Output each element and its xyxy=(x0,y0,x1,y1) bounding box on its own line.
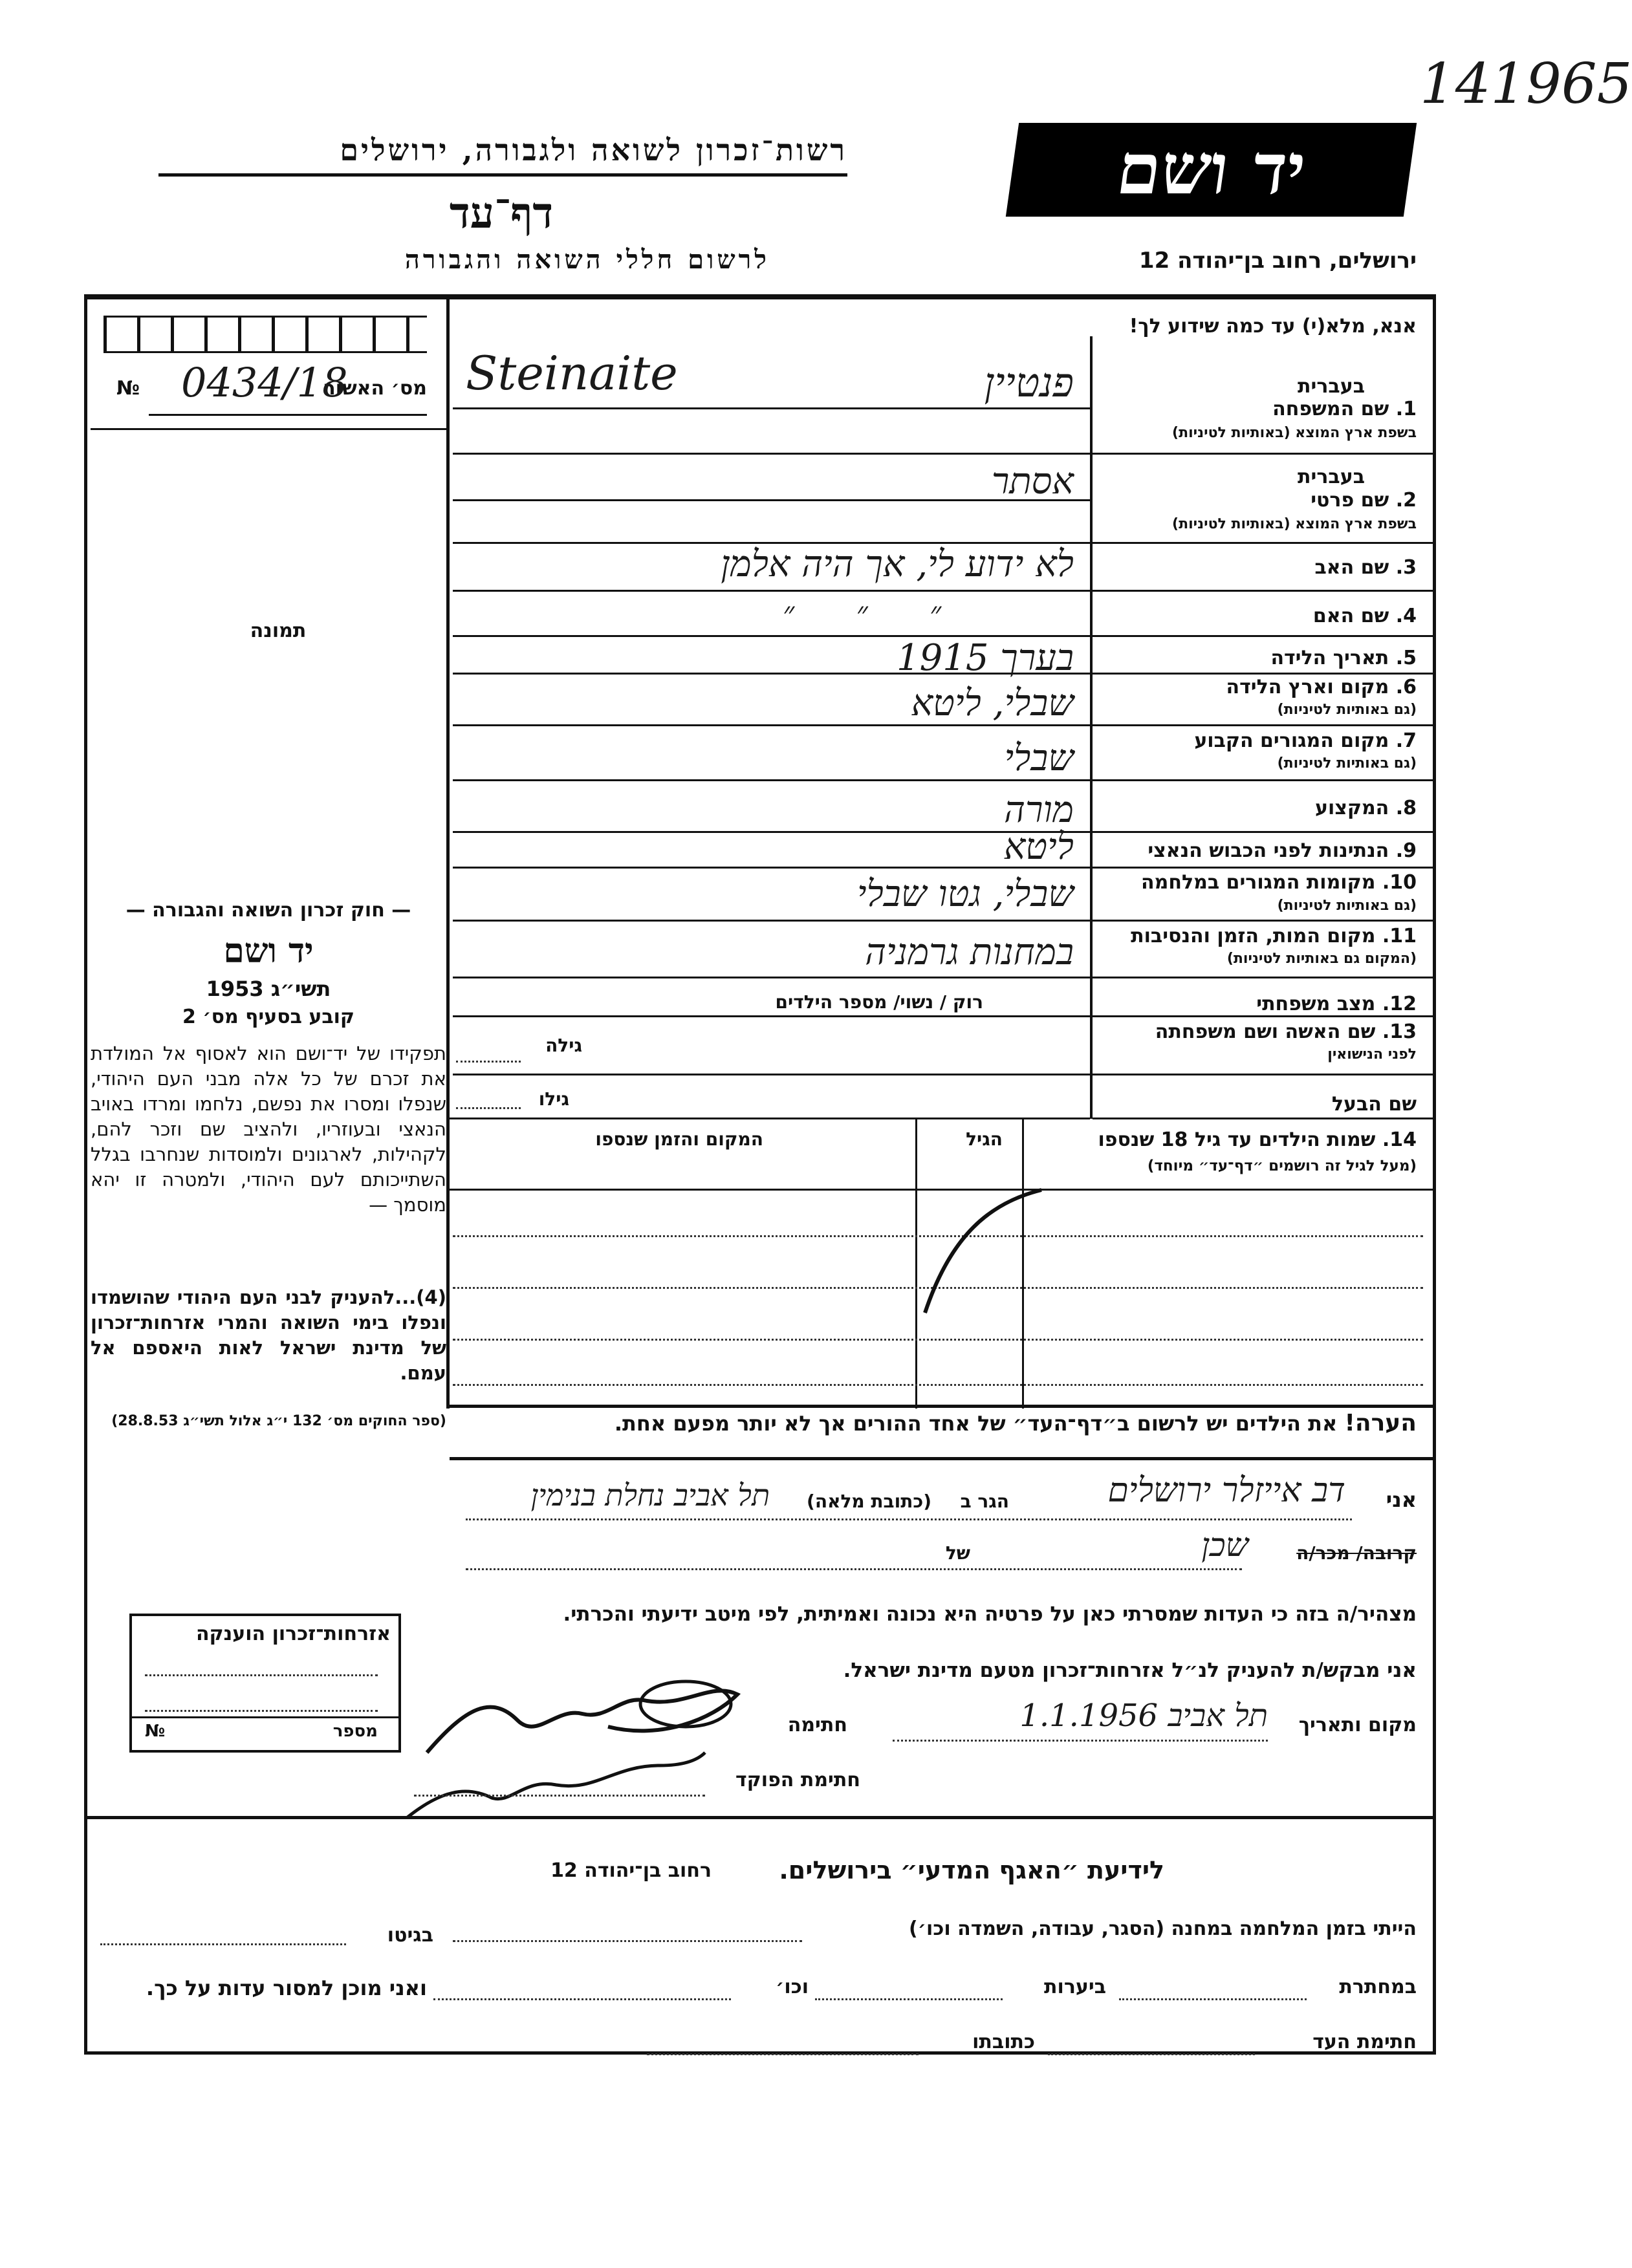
field-7-label: 7. מקום המגורים הקבוע xyxy=(1194,729,1417,752)
law-title: — חוק זכרון השואה והגבורה — xyxy=(125,899,411,922)
row-line xyxy=(1093,867,1433,869)
footer-forests-line[interactable] xyxy=(815,1998,1003,2000)
field-13-sub: לפני הנישואין xyxy=(1327,1046,1417,1063)
row-line xyxy=(1093,724,1433,726)
footer-ghetto: בגיטו xyxy=(387,1924,433,1947)
note-text: את הילדים יש לרשום ב״דף־העד״ של אחד ההורים אך לא יותר מפעם אחת. xyxy=(614,1411,1338,1436)
org-underline xyxy=(158,173,847,177)
note-label: הערה! xyxy=(1344,1410,1417,1436)
field-8-label: 8. המקצוע xyxy=(1315,797,1417,819)
decl-relation-label: קרובה/ מכר/ה xyxy=(1296,1542,1417,1564)
note-row xyxy=(453,1410,1417,1455)
value-line xyxy=(453,920,1090,922)
field-13-label: 13. שם האשה ושם משפחתה xyxy=(1155,1021,1417,1043)
field-labels xyxy=(1093,0,1417,1164)
field-5-value[interactable]: בערך 1915 xyxy=(896,637,1074,679)
reg-no-label: מס׳ האשור xyxy=(323,377,427,400)
row-line xyxy=(1093,635,1433,637)
plea-text: אנא, מלא(י) עד כמה שידוע לך! xyxy=(1129,315,1417,338)
field-9-label: 9. הנתינות לפני הכבוש הנאצי xyxy=(1148,839,1417,862)
decl-address-value[interactable]: תל אביב נחלת בנימין xyxy=(530,1478,770,1513)
footer-underground-line[interactable] xyxy=(1119,1998,1307,2000)
honorary-no-sym: № xyxy=(145,1722,166,1741)
decl-relation-value[interactable]: שכן xyxy=(1201,1526,1248,1564)
photo-area xyxy=(91,430,446,876)
field-10-value[interactable]: שבלי, גטו שבלי xyxy=(856,873,1074,915)
field-5-label: 5. תאריך הלידה xyxy=(1270,647,1417,669)
footer-underground: במחתרת xyxy=(1339,1976,1417,1998)
decl-text-1: מצהיר/ה בזה כי העדות שמסרתי כאן על פרטיה היא נכונה ואמיתית, לפי מיטב ידיעתי והכרתי. xyxy=(563,1603,1417,1626)
strike-mark xyxy=(912,1183,1054,1326)
field-10-label: 10. מקומות המגורים במלחמה xyxy=(1141,871,1417,894)
row-line xyxy=(1093,453,1433,455)
law-name: יד ושם xyxy=(223,931,314,971)
signature-label: חתימה xyxy=(787,1714,847,1736)
logo: יד ושם xyxy=(1006,123,1417,217)
footer-title: לידיעת ״האגף המדעי״ בירושלים. xyxy=(779,1856,1164,1885)
honorary-number-box xyxy=(132,1716,398,1718)
value-line xyxy=(453,453,1090,455)
footer-forests: ביערות xyxy=(1044,1976,1106,1998)
officer-signature-label: חתימת הפוקד xyxy=(735,1769,860,1791)
field-6-sub: (גם באותיות לטיניות) xyxy=(1277,702,1417,718)
field-12-options[interactable]: רוק / נשוי/ מספר הילדים xyxy=(775,991,983,1013)
field-1-sub: בשפת ארץ המוצא (באותיות לטיניות) xyxy=(1172,425,1417,441)
place-date-label: מקום ותאריך xyxy=(1298,1714,1417,1736)
decl-address-label: (כתובת מלאה) xyxy=(807,1491,931,1512)
reg-no-value[interactable]: 0434/18 xyxy=(181,359,348,406)
field-11-label: 11. מקום המות, הזמן והנסיבות xyxy=(1131,925,1417,947)
children-label: 14. שמות הילדים עד גיל 18 שנספו xyxy=(1098,1129,1417,1151)
field-2-sub: בשפת ארץ המוצא (באותיות לטיניות) xyxy=(1172,516,1417,532)
honorary-number-label: מספר xyxy=(332,1722,378,1741)
law-text: תפקידו של יד־ושם הוא לאסוף אל המולדת את זכרם של כל אלה מבני העם היהודי, שנפלו ומסרו את נפשם, נלחמו ומרדו באויב הנאצי ובעוזריו, ולהציב שם וזכר להם, לקהילות, לארגונים ולמוסדות שנחרבו בגלל השתייכותם לעם היהודי, ולמטרה זו יהא מוסמך — xyxy=(91,1042,446,1216)
husband-label: שם הבעל xyxy=(1331,1093,1417,1116)
decl-text-2: אני מבקש/ת להעניק לנ״ל אזרחות־זכרון מטעם מדינת ישראל. xyxy=(843,1659,1417,1682)
field-11-value[interactable]: במחנות גרמניה xyxy=(865,931,1074,973)
archive-number: 141965 xyxy=(1420,52,1632,116)
honorary-box xyxy=(129,1614,401,1753)
field-7-value[interactable]: שבלי xyxy=(1004,737,1074,779)
footer-address-label: כתובתו xyxy=(972,2031,1035,2053)
field-3-value[interactable]: לא ידוע לי, אך היה אלמן xyxy=(721,543,1074,585)
field-2-label: 2. שם פרטי xyxy=(1311,489,1417,512)
row-line xyxy=(1093,590,1433,592)
value-line xyxy=(453,590,1090,592)
law-section: קובע בסעיף מס׳ 2 xyxy=(182,1006,355,1028)
row-line xyxy=(1093,977,1433,978)
law-source: (ספר החוקים מס׳ 132 י״ג אלול תשי״ג 28.8.53) xyxy=(111,1413,446,1429)
footer-etc: וכו׳ xyxy=(776,1976,809,1998)
field-6-label: 6. מקום וארץ הלידה xyxy=(1226,676,1417,698)
wife-age-line[interactable] xyxy=(456,1061,521,1063)
value-line xyxy=(453,724,1090,726)
children-row-line[interactable] xyxy=(453,1384,1423,1386)
row-line xyxy=(1093,1015,1433,1017)
footer-rule xyxy=(84,1816,1436,1819)
children-bottom-line xyxy=(450,1405,1433,1408)
husband-age-label: גילו xyxy=(538,1088,569,1110)
children-place-col: המקום והזמן שנספו xyxy=(595,1129,763,1150)
hebrew-label-1: בעברית xyxy=(1298,375,1365,398)
org-name: רשות־זכרון לשואה ולגבורה, ירושלים xyxy=(340,133,847,167)
value-line xyxy=(453,407,1090,409)
field-1-value[interactable]: פנטיין xyxy=(984,359,1074,406)
form-subtitle: לרשום חללי השואה והגבורה xyxy=(404,244,770,275)
field-7-sub: (גם באותיות לטיניות) xyxy=(1277,755,1417,772)
footer-camp-line[interactable] xyxy=(453,1940,802,1942)
footer-line-1: הייתי בזמן המלחמה במחנה (הסגר, עבודה, השמדה וכו׳) xyxy=(909,1917,1417,1940)
field-4-value[interactable]: ״ ״ ״ xyxy=(783,595,968,631)
row-line xyxy=(1093,1074,1433,1075)
wife-age-label: גילה xyxy=(545,1035,582,1056)
honorary-line xyxy=(145,1710,378,1712)
honorary-title: אזרחות־זכרון הוענקה xyxy=(195,1623,391,1645)
value-line xyxy=(453,977,1090,978)
row-line xyxy=(1093,779,1433,781)
field-2-value[interactable]: אסתר xyxy=(991,460,1074,502)
officer-signature-line xyxy=(414,1795,705,1797)
decl-line-2 xyxy=(466,1568,1242,1570)
hebrew-label-2: בעברית xyxy=(1298,466,1365,488)
form-title: דף־עד xyxy=(449,188,554,238)
decl-line-1 xyxy=(466,1518,1352,1520)
field-3-label: 3. שם האב xyxy=(1314,556,1417,579)
place-date-line xyxy=(893,1740,1268,1742)
decl-gar-b: הגר ב xyxy=(960,1491,1009,1512)
children-sub: (מעל לגיל זה רושמים ״דף־עד״ מיוחד) xyxy=(1147,1158,1417,1174)
value-line xyxy=(453,1074,1090,1075)
row-line xyxy=(1093,920,1433,922)
footer-ghetto-line[interactable] xyxy=(100,1943,346,1945)
law-year: תשי״ג 1953 xyxy=(206,977,331,1001)
field-12-label: 12. מצב משפחתי xyxy=(1256,993,1417,1015)
footer-address: רחוב בן־יהודה 12 xyxy=(550,1859,712,1882)
row-line xyxy=(1093,1118,1433,1119)
field-6-value[interactable]: שבלי, ליטא xyxy=(911,682,1074,724)
row-line xyxy=(1093,673,1433,675)
field-10-sub: (גם באותיות לטיניות) xyxy=(1277,898,1417,914)
note-rule xyxy=(450,1457,1436,1460)
value-line xyxy=(453,1015,1090,1017)
husband-age-line[interactable] xyxy=(456,1107,521,1109)
value-line xyxy=(450,1118,1090,1119)
reg-no-symbol: № xyxy=(116,377,140,400)
value-line xyxy=(453,779,1090,781)
field-8-value[interactable]: מורה xyxy=(1004,789,1074,831)
left-column-divider xyxy=(446,299,450,1409)
field-9-value[interactable]: ליטא xyxy=(1003,826,1074,868)
barcode-strip xyxy=(103,316,427,353)
field-1-latin-value[interactable]: Steinaite xyxy=(466,346,678,400)
decl-shel: של xyxy=(945,1542,970,1564)
photo-label: תמונה xyxy=(250,620,307,642)
children-row-line[interactable] xyxy=(453,1339,1423,1341)
yadvashem-address: ירושלים, רחוב בן־יהודה 12 xyxy=(1138,248,1417,274)
honorary-line xyxy=(145,1674,378,1676)
footer-sig-line[interactable] xyxy=(1048,2053,1255,2055)
place-date-value[interactable]: תל אביב 1.1.1956 xyxy=(1019,1698,1268,1734)
reg-underline xyxy=(149,414,427,416)
field-4-label: 4. שם האם xyxy=(1312,605,1417,627)
law-text-2: (4)...להעניק לבני העם היהודי שהושמדו ונפלו בימי השואה והמרי אזרחות־זכרון של מדינת ישראל לאות היאספם אל עמם. xyxy=(91,1286,446,1384)
decl-ani: אני xyxy=(1386,1487,1417,1512)
children-age-col: הגיל xyxy=(966,1129,1003,1150)
field-1-label: 1. שם המשפחה xyxy=(1272,398,1417,420)
row-line xyxy=(1093,831,1433,833)
footer-address-line[interactable] xyxy=(647,2053,919,2055)
footer-ready: ואני מוכן למסור עדות על כך. xyxy=(146,1976,427,2000)
footer-etc-line[interactable] xyxy=(433,1998,731,2000)
decl-name-value[interactable]: דב אייזלר ירושלים xyxy=(1107,1471,1345,1510)
footer-sig-label: חתימת העד xyxy=(1312,2031,1417,2053)
row-line xyxy=(1093,542,1433,544)
field-11-sub: (המקום גם באותיות לטיניות) xyxy=(1226,951,1417,967)
